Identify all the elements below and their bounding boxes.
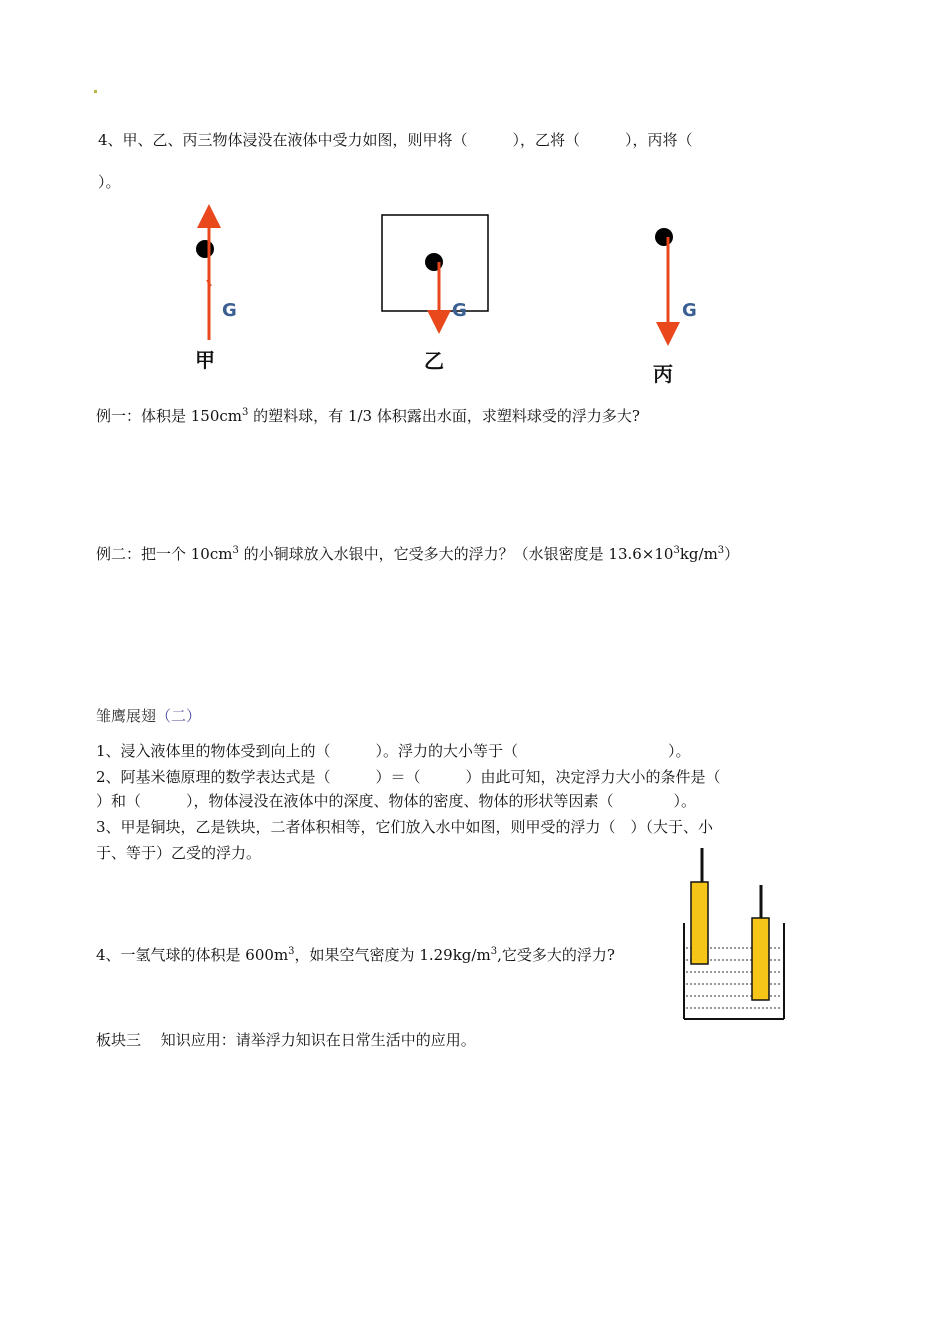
example-2-sup: 3	[232, 545, 239, 556]
section-2-title: 雏鹰展翅	[96, 707, 157, 725]
q4-line2: ）。	[98, 173, 121, 191]
section-2-item-4	[96, 945, 615, 965]
example-2-sup2: 3	[673, 545, 680, 556]
figure-yi	[382, 215, 488, 322]
figure-label-bing: 丙	[653, 362, 673, 386]
example-1-sup: 3	[242, 407, 249, 418]
section-2-item-4-sup2: 3	[490, 946, 498, 957]
beaker-figure	[670, 845, 800, 1030]
stray-dot	[94, 90, 97, 93]
section-2-item-2-line-1: 2、阿基米德原理的数学表达式是（ ）＝（ ）由此可知，决定浮力大小的条件是（	[96, 768, 721, 786]
section-2-item-2-line-2: ）和（ ），物体浸没在液体中的深度、物体的密度、物体的形状等因素（ ）。	[96, 792, 697, 810]
figure-bing	[655, 228, 673, 334]
force-label-jia: G	[222, 300, 237, 321]
q4-line1: 4、甲、乙、丙三物体浸没在液体中受力如图，则甲将（ ），乙将（ ），丙将（	[98, 131, 693, 149]
example-1-prefix: 例一：体积是 150cm	[96, 407, 243, 425]
section-2-paren: （二）	[156, 707, 202, 725]
section-2-item-4-sup: 3	[288, 946, 295, 957]
figure-jia	[196, 216, 214, 340]
example-2-end: ）	[724, 545, 740, 563]
section-2-item-3-line-2: 于、等于）乙受的浮力。	[96, 844, 262, 862]
section-3-text: 板块三 知识应用：请举浮力知识在日常生活中的应用。	[96, 1031, 476, 1049]
section-2-item-4-prefix: 4、一氢气球的体积是 600m	[96, 946, 289, 964]
example-2-unit: kg/m	[679, 545, 718, 563]
example-2-sup3: 3	[717, 545, 725, 556]
section-2-item-4-mid: ，如果空气密度为 1.29kg/m	[294, 946, 491, 964]
section-2-item-3-line-1: 3、甲是铜块，乙是铁块，二者体积相等，它们放入水中如图，则甲受的浮力（ ）（大于、小	[96, 818, 714, 836]
block-jia	[691, 848, 708, 964]
example-2-prefix: 例二：把一个 10cm	[96, 545, 233, 563]
section-2-item-1: 1、浸入液体里的物体受到向上的（ ）。浮力的大小等于（ ）。	[96, 742, 691, 760]
force-label-bing: G	[682, 300, 697, 321]
block-yi	[752, 885, 769, 1000]
example-1	[96, 406, 640, 426]
example-2-middle: 的小铜球放入水银中，它受多大的浮力？（水银密度是 13.6×10	[238, 545, 674, 563]
figure-label-yi: 乙	[424, 349, 444, 373]
example-1-suffix: 的塑料球，有 1/3 体积露出水面，求塑料球受的浮力多大?	[248, 407, 640, 425]
force-label-yi: G	[452, 300, 467, 321]
example-2	[96, 544, 739, 564]
section-2-heading	[96, 706, 201, 726]
section-2-item-4-end: ,它受多大的浮力?	[497, 946, 615, 964]
figure-label-jia: 甲	[195, 348, 215, 372]
q4-figures	[0, 200, 950, 390]
